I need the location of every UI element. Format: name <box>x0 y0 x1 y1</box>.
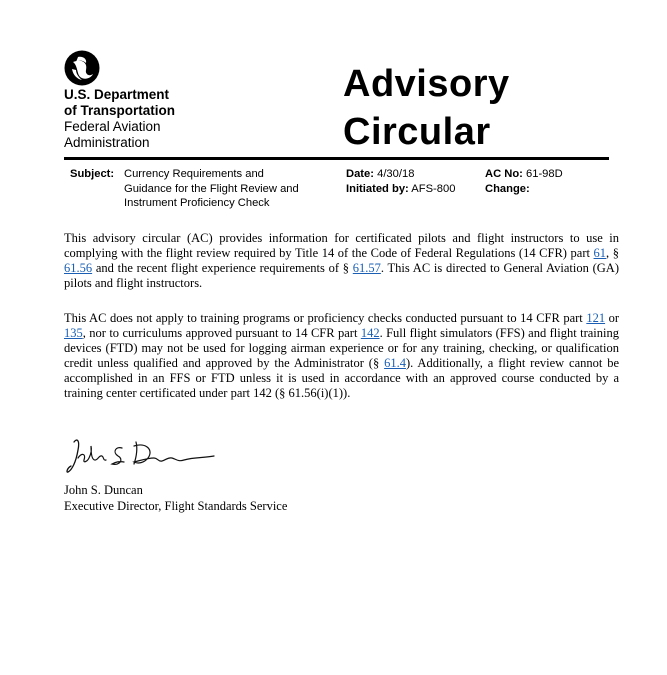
p2-text-1: This AC does not apply to training programs or proficiency checks conducted pursuant to 14 CFR part <box>64 311 587 325</box>
p2-text-5: ). Additionally, a flight review cannot be accomplished in an FFS or FTD unless it is used in accordance with an approved course conducted by a training center certificated under part 142 (§ 61.56(i)(1)). <box>64 356 620 400</box>
agency-line-2: Administration <box>64 135 150 150</box>
paragraph-purpose <box>64 231 619 291</box>
doc-type-line-1: Advisory <box>343 63 510 105</box>
subject-label <box>70 167 114 182</box>
p1-text-2: , § <box>606 246 619 260</box>
department-line-2: of Transportation <box>64 103 175 118</box>
signer-title: Executive Director, Flight Standards Service <box>64 499 288 513</box>
change-row <box>485 182 530 197</box>
subject-label-text: Subject: <box>70 168 115 180</box>
link-part-61[interactable]: 61 <box>593 246 607 260</box>
dot-triskelion-logo-icon <box>64 50 100 86</box>
date-label: Date: <box>346 168 374 180</box>
department-line-1: U.S. Department <box>64 87 170 102</box>
link-61-4[interactable]: 61.4 <box>384 356 406 370</box>
subject-line-1: Currency Requirements and <box>124 168 264 180</box>
subject-value <box>124 167 339 211</box>
initiated-label: Initiated by: <box>346 183 409 195</box>
signer-name: John S. Duncan <box>64 483 143 497</box>
subject-line-3: Instrument Proficiency Check <box>124 197 270 209</box>
initiated-row <box>346 182 455 197</box>
change-label: Change: <box>485 183 530 195</box>
link-61-56[interactable]: 61.56 <box>64 261 93 275</box>
doc-type-line-2: Circular <box>343 111 491 153</box>
handwritten-signature-icon <box>64 428 224 488</box>
p2-text-4: . Full flight simulators (FFS) and flight training devices (FTD) may not be used for logging airman experience or for any training, checking, or qualification credit unless qualified and approved by the Administrator (§ <box>64 326 619 370</box>
ac-number-value: 61-98D <box>526 168 563 180</box>
p1-text-1: This advisory circular (AC) provides information for certificated pilots and flight instructors to use in complying with the flight review required by Title 14 of the Code of Federal Regulations (14 CFR) part <box>64 231 619 260</box>
department-block <box>64 87 175 151</box>
link-part-135[interactable]: 135 <box>64 326 83 340</box>
date-row <box>346 167 414 182</box>
header-divider <box>64 157 609 160</box>
p1-text-4: . This AC is directed to General Aviation (GA) pilots and flight instructors. <box>64 261 619 290</box>
p2-text-2: or <box>605 311 619 325</box>
paragraph-applicability <box>64 311 619 401</box>
ac-number-label: AC No: <box>485 168 523 180</box>
agency-line-1: Federal Aviation <box>64 119 161 134</box>
ac-number-row <box>485 167 563 182</box>
link-part-121[interactable]: 121 <box>586 311 606 325</box>
p1-text-3: and the recent flight experience requirements of § <box>92 261 353 275</box>
link-part-142[interactable]: 142 <box>360 326 380 340</box>
p2-text-3: , nor to curriculums approved pursuant to 14 CFR part <box>82 326 361 340</box>
signer-block <box>64 482 287 514</box>
date-value: 4/30/18 <box>377 168 415 180</box>
subject-line-2: Guidance for the Flight Review and <box>124 182 299 195</box>
doc-type-title <box>343 60 510 156</box>
initiated-value: AFS-800 <box>411 183 456 195</box>
link-61-57[interactable]: 61.57 <box>352 261 381 275</box>
